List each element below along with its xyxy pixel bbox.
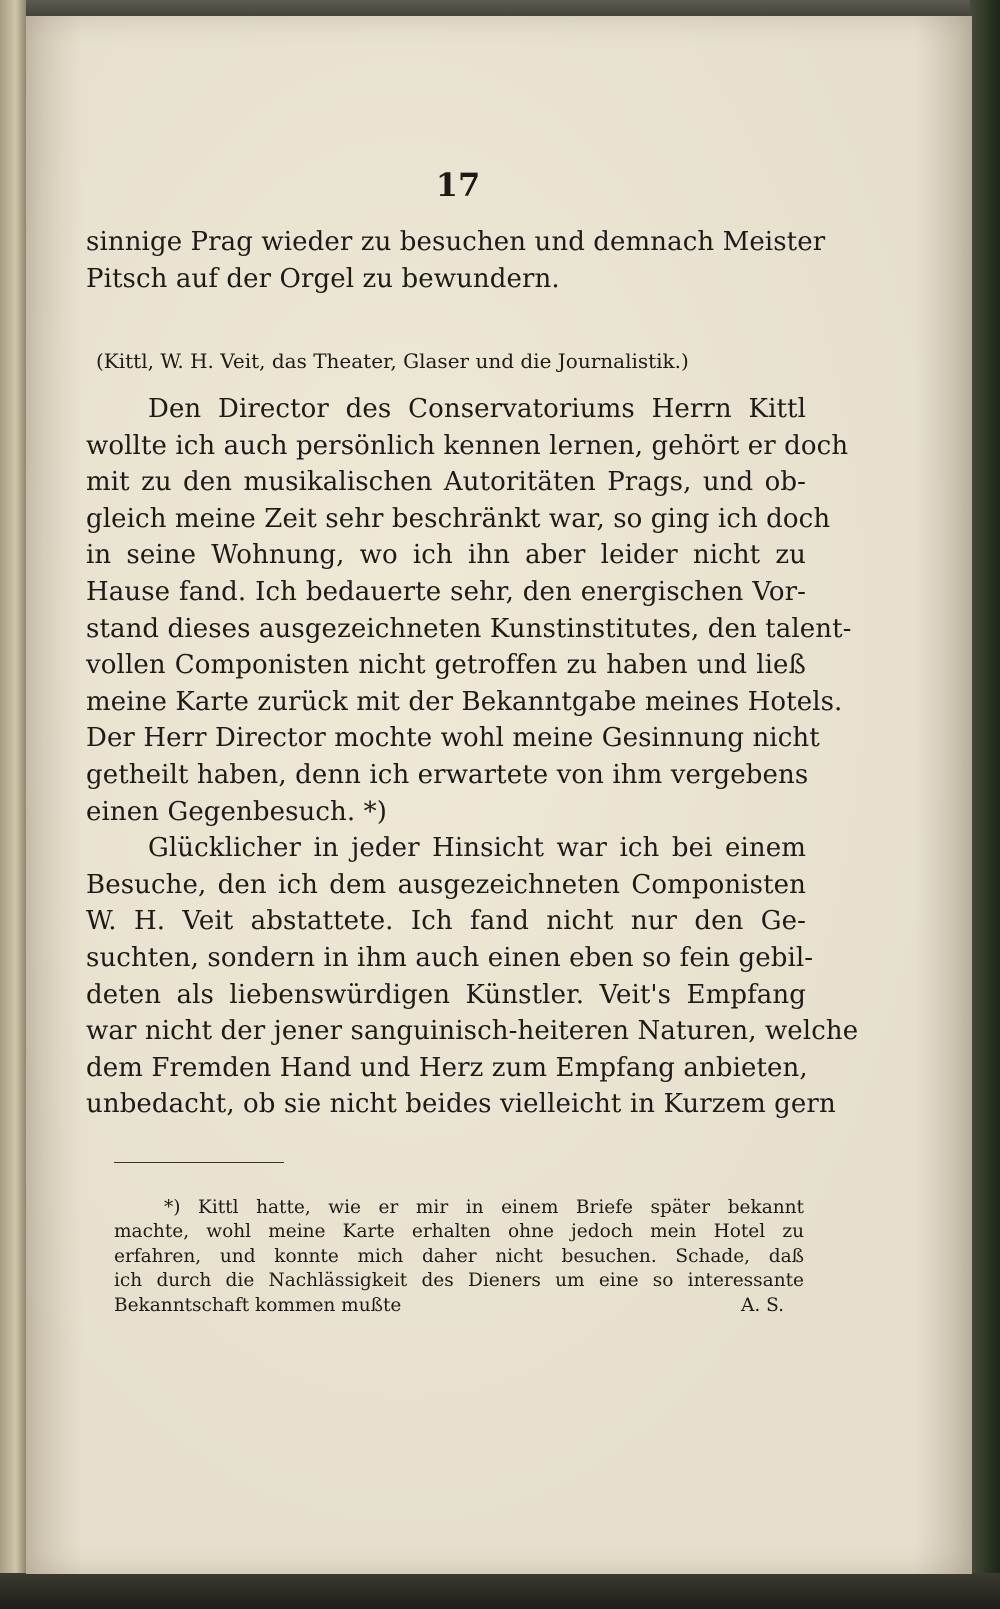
text-line: wollte ich auch persönlich kennen lernen, gehört er doch (86, 430, 849, 461)
text-line: unbedacht, ob sie nicht beides vielleicht in Kurzem gern (86, 1089, 836, 1120)
text-line: dem Fremden Hand und Herz zum Empfang anbieten, (86, 1052, 808, 1083)
text-line: suchten, sondern in ihm auch einen eben so fein gebil- (86, 942, 814, 973)
text-line: Der Herr Director mochte wohl meine Gesinnung nicht (86, 723, 820, 754)
footnote-line: ich durch die Nachlässigkeit des Dieners um eine so interessante (114, 1270, 804, 1292)
book-cover-edge (970, 0, 1000, 1609)
text-line: war nicht der jener sanguinisch-heiteren Naturen, welche (86, 1016, 859, 1047)
text-line: meine Karte zurück mit der Bekanntgabe meines Hotels. (86, 686, 843, 717)
footnote-line: Bekanntschaft kommen mußte (114, 1294, 402, 1316)
text-line: Besuche, den ich dem ausgezeichneten Componisten (86, 869, 806, 900)
footnote (114, 1196, 804, 1318)
paragraph (86, 830, 859, 1123)
text-line: getheilt haben, denn ich erwartete von ihm vergebens (86, 759, 809, 790)
footnote-divider (114, 1162, 284, 1163)
text-line: mit zu den musikalischen Autoritäten Prags, und ob- (86, 467, 806, 498)
text-line: vollen Componisten nicht getroffen zu haben und ließ (86, 650, 806, 681)
page-number: 17 (435, 166, 481, 204)
text-line: sinnige Prag wieder zu besuchen und demnach Meister (86, 227, 826, 257)
text-line: gleich meine Zeit sehr beschränkt war, so ging ich doch (86, 503, 831, 534)
text-line: einen Gegenbesuch. *) (86, 796, 387, 827)
paragraph (86, 391, 852, 830)
footnote-line-last (114, 1294, 804, 1318)
section-reference: (Kittl, W. H. Veit, das Theater, Glaser und die Journalistik.) (96, 349, 689, 373)
footnote-signature: A. S. (740, 1294, 784, 1316)
text-line: deten als liebenswürdigen Künstler. Veit's Empfang (86, 979, 806, 1010)
facing-page-edge (0, 0, 26, 1609)
text-line: Pitsch auf der Orgel zu bewundern. (86, 263, 560, 294)
text-line: Hause fand. Ich bedauerte sehr, den energischen Vor- (86, 576, 806, 607)
text-line: Den Director des Conservatoriums Herrn Kittl (148, 394, 806, 424)
text-line: W. H. Veit abstattete. Ich fand nicht nur den Ge- (86, 906, 806, 937)
opening-lines (86, 224, 826, 297)
binding-bottom (0, 1573, 1000, 1609)
text-line: in seine Wohnung, wo ich ihn aber leider nicht zu (86, 540, 806, 571)
footnote-line: erfahren, und konnte mich daher nicht besuchen. Schade, daß (114, 1245, 804, 1267)
text-line: Glücklicher in jeder Hinsicht war ich bei einem (148, 833, 806, 864)
footnote-line: machte, wohl meine Karte erhalten ohne jedoch mein Hotel zu (114, 1221, 804, 1243)
footnote-line: *) Kittl hatte, wie er mir in einem Briefe später bekannt (164, 1197, 804, 1218)
book-page (26, 16, 972, 1574)
text-line: stand dieses ausgezeichneten Kunstinstitutes, den talent- (86, 613, 852, 644)
body-text (86, 391, 859, 1123)
